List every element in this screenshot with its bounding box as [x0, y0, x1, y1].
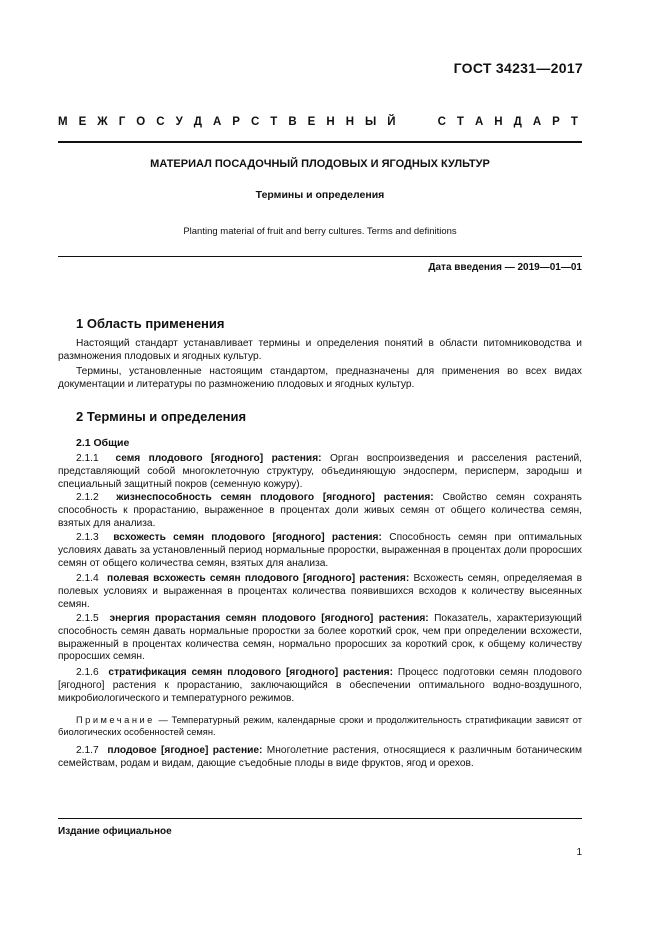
standard-number: ГОСТ 34231—2017	[453, 60, 583, 76]
note: Примечание — Температурный режим, календарные сроки и продолжительность стратификации зависят от биологических особенностей семян.	[58, 715, 582, 738]
heading-letter: Н	[326, 116, 335, 128]
heading-letter: Т	[270, 116, 278, 128]
section-1-paragraph-2: Термины, установленные настоящим стандартом, предназначены для применения во всех видах документации и литературы по размножению плодовых и ягодных культур.	[58, 366, 582, 390]
heading-letter: Н	[494, 116, 503, 128]
term-2-1-6: 2.1.6 стратификация семян плодового [ягодного] растения: Процесс подготовки семян плодового [ягодного] растения к прорастанию, заключающийся в обеспечении оптимального водно-воздушного, микробиологического и температурного режимов.	[58, 667, 582, 704]
page-number: 1	[576, 847, 582, 858]
heading-letter: Е	[307, 116, 316, 128]
heading-letter: М	[58, 116, 68, 128]
heading-letter: С	[437, 116, 446, 128]
heading-letter: Т	[456, 116, 464, 128]
heading-letter: Д	[193, 116, 202, 128]
heading-letter: Г	[118, 116, 126, 128]
term-2-1-3: 2.1.3 всхожесть семян плодового [ягодного] растения: Способность семян при оптимальных условиях давать за установленный период нормальные проростки, выраженная в процентах доли проросших семян от общего количества семян, взятых для анализа.	[58, 532, 583, 569]
date-of-introduction: Дата введения — 2019—01—01	[428, 262, 582, 273]
heading-letter: У	[175, 116, 183, 128]
heading-letter: Д	[513, 116, 522, 128]
heading-letter: Т	[570, 116, 578, 128]
title-rule	[58, 256, 582, 257]
heading-letter: Ж	[97, 116, 108, 128]
word-gap	[407, 116, 427, 128]
interstate-standard-heading	[58, 116, 578, 128]
term-2-1-2: 2.1.2 жизнеспособность семян плодового [ягодного] растения: Свойство семян сохранять способность к прорастанию, выраженное в процентах доли живых семян от общего количества семян, взятых для анализа.	[58, 492, 582, 529]
heading-letter: О	[136, 116, 146, 128]
term-2-1-7: 2.1.7 плодовое [ягодное] растение: Многолетние растения, относящиеся к различным ботаническим семействам, родам и видам, дающие съедобные плоды в виде фруктов, ягод и орехов.	[58, 745, 582, 769]
heading-letter: С	[250, 116, 260, 128]
section-1-heading: 1 Область применения	[76, 316, 225, 331]
heading-letter: Е	[78, 116, 87, 128]
heading-letter: Р	[552, 116, 560, 128]
edition-label: Издание официальное	[58, 826, 172, 837]
term-2-1-1: 2.1.1 семя плодового [ягодного] растения: Орган воспроизведения и расселения растений, представляющий собой многоклеточную структуру, объединяющую эндосперм, перисперм, зародыш и специальный защитный покров (семенную кожуру).	[58, 453, 582, 490]
heading-letter: В	[288, 116, 297, 128]
english-title: Planting material of fruit and berry cultures. Terms and definitions	[183, 226, 457, 237]
heading-letter: С	[156, 116, 165, 128]
heading-letter: А	[474, 116, 484, 128]
section-2-heading: 2 Термины и определения	[76, 409, 247, 424]
heading-letter: Й	[387, 116, 396, 128]
term-2-1-4: 2.1.4 полевая всхожесть семян плодового [ягодного] растения: Всхожесть семян, определяемая в полевых условиях и выраженная в процентах количества появившихся всходов к количеству высеянных семян.	[58, 573, 582, 610]
heading-letter: А	[532, 116, 542, 128]
document-subtitle: Термины и определения	[255, 189, 385, 201]
heading-letter: Р	[232, 116, 240, 128]
heading-letter: Ы	[365, 116, 377, 128]
note-label: Примечание	[76, 715, 155, 725]
document-title: МАТЕРИАЛ ПОСАДОЧНЫЙ ПЛОДОВЫХ И ЯГОДНЫХ КУЛЬТУР	[150, 158, 490, 170]
heading-letter: А	[212, 116, 222, 128]
subsection-2-1-heading: 2.1 Общие	[76, 437, 130, 449]
footer-rule	[58, 818, 582, 819]
section-1-paragraph-1: Настоящий стандарт устанавливает термины и определения понятий в области питомниководства и размножения плодовых и ягодных культур.	[58, 338, 582, 362]
heading-letter: Н	[345, 116, 354, 128]
header-rule	[58, 141, 582, 143]
term-2-1-5: 2.1.5 энергия прорастания семян плодового [ягодного] растения: Показатель, характеризующий способность семян давать нормальные проростки за более короткий срок, чем при определении всхожести, выраженный в процентах количества семян, нормально проросших за короткий срок, к общему количеству проросших семян.	[58, 613, 582, 663]
